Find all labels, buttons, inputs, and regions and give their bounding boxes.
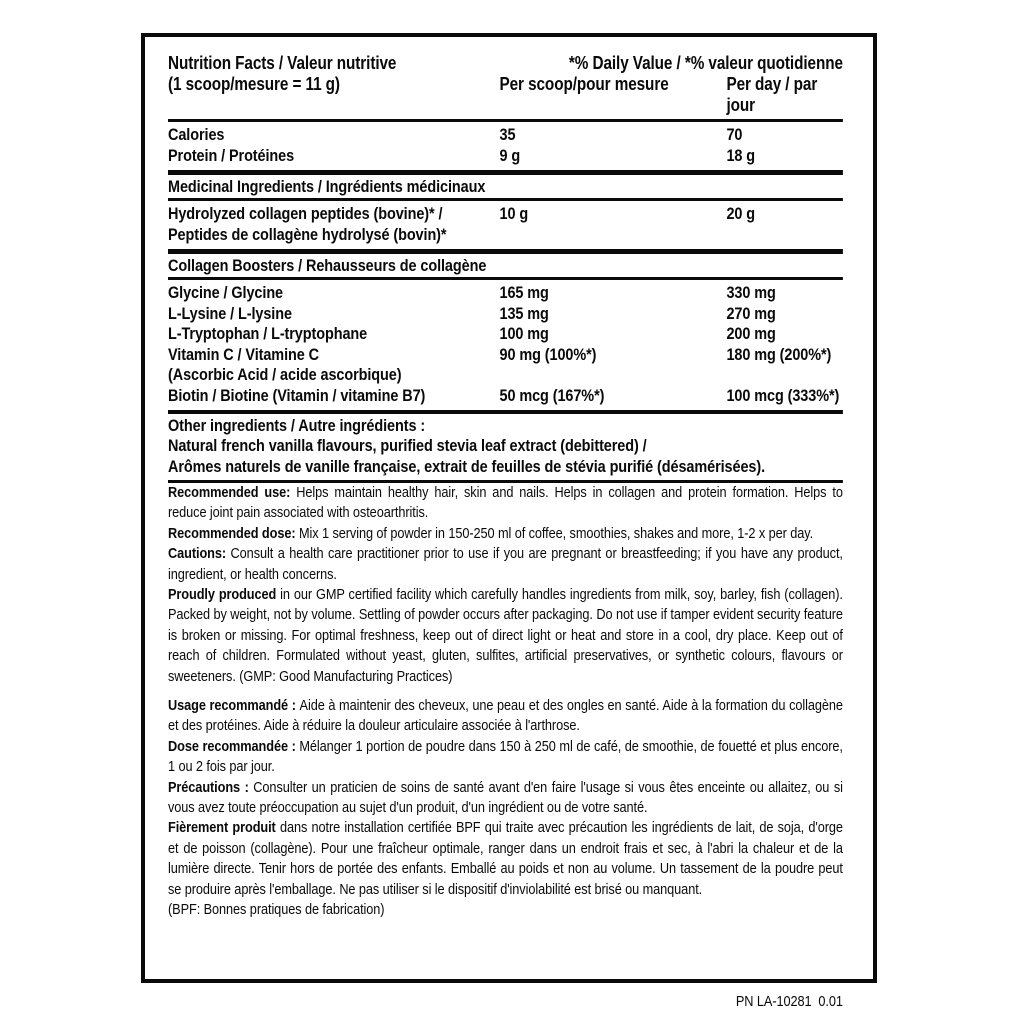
paragraph-lead: Dose recommandée : — [168, 737, 300, 755]
directions-paragraph — [168, 737, 843, 778]
table-row — [168, 283, 843, 304]
value-per-day: 70 — [726, 125, 743, 144]
directions-paragraph — [168, 544, 843, 585]
directions-paragraph — [168, 524, 843, 544]
paragraph-text: Helps maintain healthy hair, skin and nails. Helps in collagen and protein formation. Helps to reduce joint pain associated with osteoarthritis. — [168, 484, 843, 522]
directions-paragraph — [168, 696, 843, 737]
value-per-scoop: 35 — [499, 125, 516, 144]
value-per-scoop: 50 mcg (167%*) — [499, 385, 605, 405]
other-ingredients-heading: Other ingredients / Autre ingrédients : — [168, 416, 426, 435]
column-header-per-scoop: Per scoop/pour mesure — [499, 74, 669, 94]
daily-value-note: *% Daily Value / *% valeur quotidienne — [568, 53, 843, 73]
paragraph-text: (BPF: Bonnes pratiques de fabrication) — [168, 901, 385, 919]
ingredient-name-line2: (Ascorbic Acid / acide ascorbique) — [168, 365, 402, 384]
value-per-scoop: 100 mg — [499, 324, 549, 343]
paragraph-lead: Recommended use: — [168, 484, 297, 501]
value-per-scoop: 9 g — [499, 145, 521, 165]
label-title: Nutrition Facts / Valeur nutritive — [168, 53, 397, 73]
other-ingredients-lines — [168, 436, 843, 477]
value-per-day: 200 mg — [726, 324, 776, 343]
paragraph-text: Consult a health care practitioner prior to use if you are pregnant or breastfeeding; if you have any product, ingredient, or health concerns. — [168, 545, 843, 583]
ingredient-name: Biotin / Biotine (Vitamin / vitamine B7) — [168, 385, 426, 405]
table-row — [168, 386, 843, 407]
serving-size: (1 scoop/mesure = 11 g) — [168, 74, 340, 94]
value-per-day: 18 g — [726, 145, 756, 165]
table-row — [168, 204, 843, 245]
paragraph-text: in our GMP certified facility which carefully handles ingredients from milk, soy, barley, fish (collagen). Packed by weight, not by volume. Settling of powder occurs after packaging. Do not use if tamper evident security feature is broken or missing. For optimal freshness, keep out of direct light or heat and store in a cool, dry place. Keep out of reach of children. Formulated without yeast, gluten, sulfites, artificial preservatives, or synthetic colours, flavours or sweeteners. (GMP: Good Manufacturing Practices) — [168, 586, 843, 685]
ingredient-name: Vitamin C / Vitamine C (Ascorbic Acid / acide ascorbique) — [168, 345, 500, 386]
table-row — [168, 324, 843, 345]
table-row — [168, 304, 843, 325]
value-per-day: 270 mg — [726, 303, 776, 323]
paragraph-lead: Recommended dose: — [168, 524, 299, 542]
ingredient-name: Protein / Protéines — [168, 145, 295, 165]
paragraph-lead: Proudly produced — [168, 586, 281, 604]
directions-paragraph — [168, 585, 843, 687]
paragraph-text: Mix 1 serving of powder in 150-250 ml of coffee, smoothies, shakes and more, 1-2 x per day. — [298, 524, 814, 542]
paragraph-text: dans notre installation certifiée BPF qui traite avec précaution les ingrédients de lait, de soja, d'orge et de poisson (collagène). Pour une fraîcheur optimale, ranger dans un endroit frais et sec, à l'abri la chaleur et de la lumière directe. Tenir hors de portée des enfants. Emballé au poids et non au volume. Un tassement de la poudre peut se produire après l'emballage. Ne pas utiliser si le dispositif d'inviolabilité est brisé ou manquant. — [168, 819, 843, 898]
paragraph-text: Mélanger 1 portion de poudre dans 150 à 250 ml de café, de smoothie, de fouetté et plus encore, 1 ou 2 fois par jour. — [168, 737, 843, 776]
value-per-scoop: 135 mg — [499, 303, 549, 323]
basic-facts-table — [168, 122, 843, 170]
table-row — [168, 345, 843, 386]
value-per-scoop: 165 mg — [499, 283, 549, 302]
ingredient-name: L-Tryptophan / L-tryptophane — [168, 324, 368, 343]
paragraph-lead: Précautions : — [168, 778, 254, 796]
value-per-day: 330 mg — [726, 283, 776, 302]
paragraph-text: Aide à maintenir des cheveux, une peau et des ongles en santé. Aide à la formation du collagène et des protéines. Aide à réduire la douleur articulaire associée à l'arthrose. — [168, 697, 843, 735]
paragraph-text: Consulter un praticien de soins de santé avant d'en faire l'usage si vous êtes enceinte ou allaitez, ou si vous avez toute préoccupation au sujet d'un produit, d'un ingrédient ou de votre santé. — [168, 778, 843, 817]
directions-paragraph — [168, 818, 843, 900]
medicinal-ingredients-heading: Medicinal Ingredients / Ingrédients médicinaux — [168, 177, 486, 196]
ingredient-name: Glycine / Glycine — [168, 283, 284, 302]
paragraph-lead: Usage recommandé : — [168, 697, 300, 714]
directions-paragraph — [168, 483, 843, 524]
collagen-boosters-table — [168, 280, 843, 410]
column-header-per-day: Per day / par jour — [726, 74, 818, 115]
other-ingredients-section — [168, 414, 843, 480]
french-directions — [168, 696, 843, 920]
english-directions — [168, 483, 843, 687]
ingredient-name: Calories — [168, 125, 225, 144]
value-per-day: 20 g — [726, 204, 756, 223]
value-per-scoop: 10 g — [499, 204, 529, 223]
ingredient-name: Hydrolyzed collagen peptides (bovine)* / Peptides de collagène hydrolysé (bovin)* — [168, 204, 500, 245]
other-ingredients-line: Natural french vanilla flavours, purified stevia leaf extract (debittered) / — [168, 436, 647, 456]
label-content — [168, 53, 843, 1010]
table-row — [168, 125, 843, 146]
other-ingredients-line: Arômes naturels de vanille française, extrait de feuilles de stévia purifié (désamérisées). — [168, 456, 766, 476]
paragraph-lead: Fièrement produit — [168, 819, 280, 837]
table-row — [168, 146, 843, 167]
directions-paragraph — [168, 900, 843, 920]
medicinal-ingredients-table — [168, 201, 843, 249]
value-per-day: 180 mg (200%*) — [726, 344, 832, 364]
value-per-scoop: 90 mg (100%*) — [499, 344, 597, 364]
collagen-boosters-heading: Collagen Boosters / Rehausseurs de collagène — [168, 256, 487, 275]
nutrition-label-panel — [141, 33, 877, 1010]
ingredient-name-line2: Peptides de collagène hydrolysé (bovin)* — [168, 224, 447, 244]
paragraph-lead: Cautions: — [168, 545, 231, 563]
part-number: PN LA-10281 0.01 — [735, 993, 843, 1010]
ingredient-name: L-Lysine / L-lysine — [168, 303, 292, 323]
nutrition-header — [168, 53, 843, 119]
value-per-day: 100 mcg (333%*) — [726, 385, 840, 405]
directions-paragraph — [168, 778, 843, 819]
